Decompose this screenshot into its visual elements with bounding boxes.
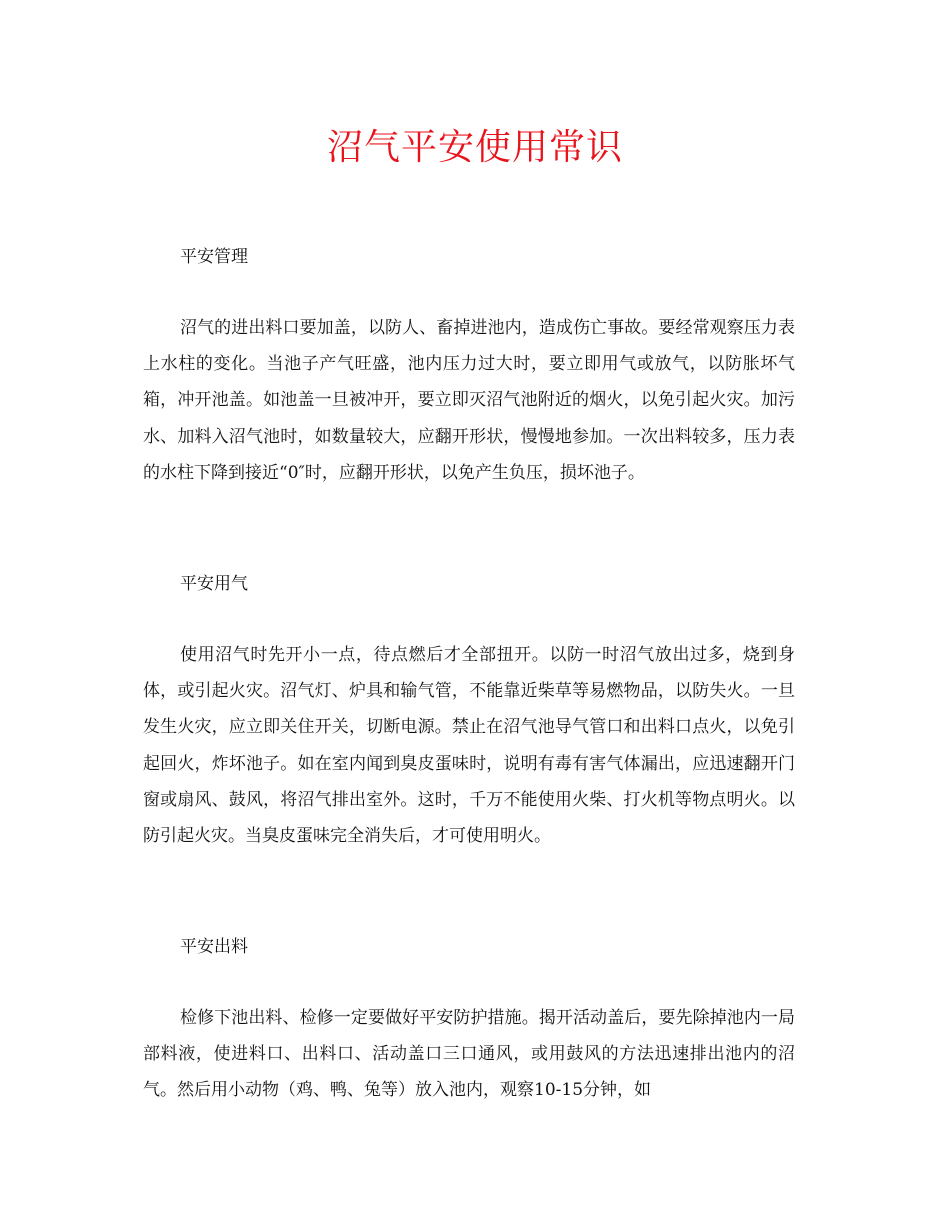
section-heading-safety-management: 平安管理	[180, 247, 248, 267]
section-body-safe-gas-use: 使用沼气时先开小一点，待点燃后才全部扭开。以防一时沼气放出过多，烧到身体，或引起火灾。沼气灯、炉具和输气管，不能靠近柴草等易燃物品，以防失火。一旦发生火灾，应立即关住开关，切断电源。禁止在沼气池导气管口和出料口点火，以免引起回火，炸坏池子。如在室内闻到臭皮蛋味时，说明有毒有害气体漏出，应迅速翻开门窗或扇风、鼓风，将沼气排出室外。这时，千万不能使用火柴、打火机等物点明火。以防引起火灾。当臭皮蛋味完全消失后，才可使用明火。	[143, 645, 795, 847]
section-body-safety-management: 沼气的进出料口要加盖，以防人、畜掉进池内，造成伤亡事故。要经常观察压力表上水柱的变化。当池子产气旺盛，池内压力过大时，要立即用气或放气，以防胀坏气箱，冲开池盖。如池盖一旦被冲开，要立即灭沼气池附近的烟火，以免引起火灾。加污水、加料入沼气池时，如数量较大，应翻开形状，慢慢地参加。一次出料较多，压力表的水柱下降到接近“0″时，应翻开形状，以免产生负压，损坏池子。	[143, 318, 795, 483]
section-body-safe-discharge: 检修下池出料、检修一定要做好平安防护措施。揭开活动盖后，要先除掉池内一局部料液，使进料口、出料口、活动盖口三口通风，或用鼓风的方法迅速排出池内的沼气。然后用小动物（鸡、鸭、兔等）放入池内，观察10-15分钟，如	[143, 1008, 795, 1101]
section-heading-safe-gas-use: 平安用气	[180, 574, 248, 594]
section-heading-safe-discharge: 平安出料	[180, 937, 248, 957]
document-title: 沼气平安使用常识	[326, 127, 623, 168]
